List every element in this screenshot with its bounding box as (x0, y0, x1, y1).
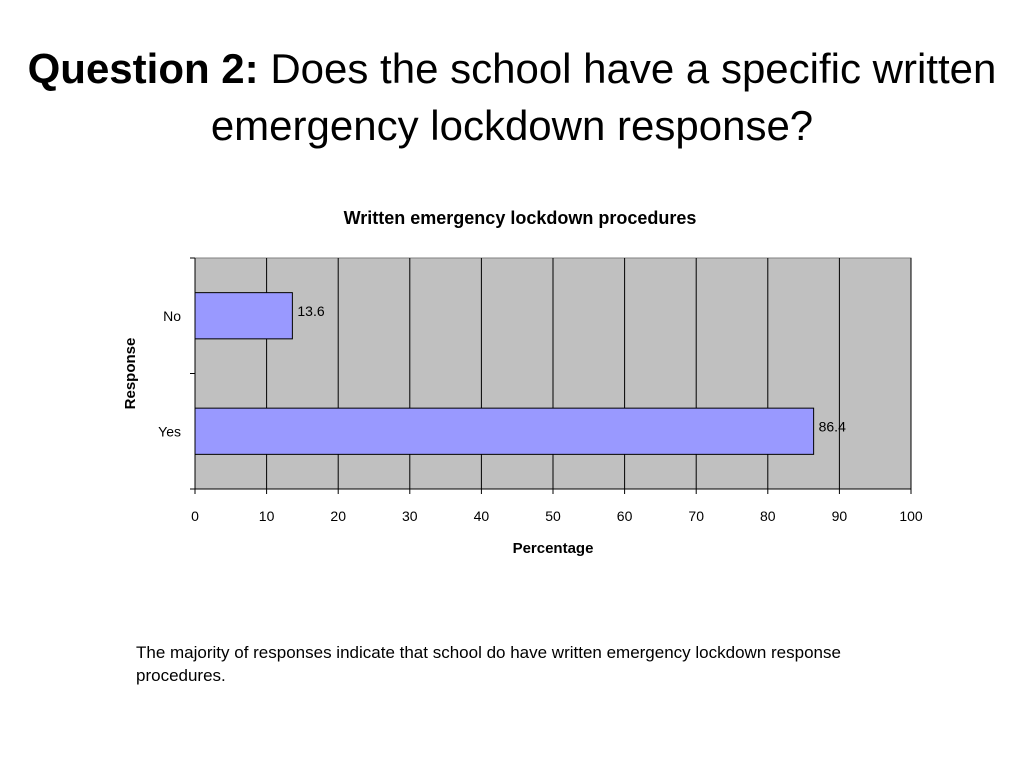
y-axis-label: Response (122, 337, 139, 410)
x-tick-label: 90 (831, 508, 848, 524)
x-tick-label: 0 (191, 508, 199, 524)
slide-title-text: Does the school have a specific written emergency lockdown response? (210, 45, 997, 149)
data-label: 86.4 (818, 418, 846, 435)
x-tick-label: 10 (258, 508, 275, 524)
bar (195, 408, 814, 454)
x-tick-label: 40 (473, 508, 490, 524)
data-label: 13.6 (297, 302, 325, 319)
x-tick-label: 60 (616, 508, 633, 524)
x-tick-label: 50 (545, 508, 561, 524)
slide-title-bold: Question 2: (27, 45, 271, 92)
chart-title: Written emergency lockdown procedures (343, 208, 697, 228)
y-category-label: Yes (158, 423, 181, 440)
x-tick-label: 20 (330, 508, 346, 524)
x-tick-label: 30 (402, 508, 418, 524)
y-category-label: No (163, 307, 181, 324)
x-tick-label: 100 (899, 508, 923, 524)
x-axis-label: Percentage (512, 540, 594, 557)
slide-caption: The majority of responses indicate that school do have written emergency lockdown response procedures. (136, 643, 841, 685)
x-tick-label: 70 (688, 508, 704, 524)
x-tick-label: 80 (760, 508, 776, 524)
bar (195, 293, 292, 339)
